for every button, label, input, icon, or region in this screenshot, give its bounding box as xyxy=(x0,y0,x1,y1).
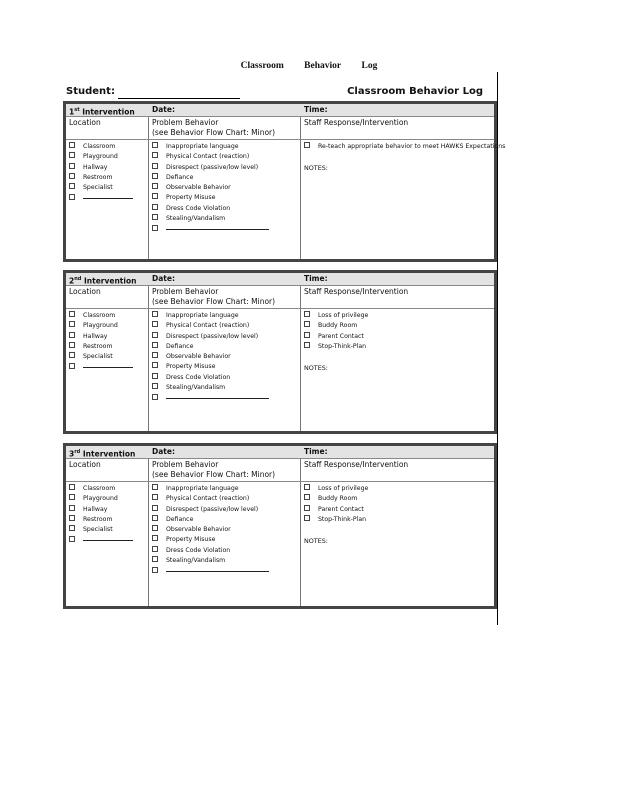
checkbox[interactable] xyxy=(152,152,158,158)
other-blank[interactable] xyxy=(166,393,269,399)
checkbox[interactable] xyxy=(69,311,75,317)
response-item[interactable]: Buddy Room xyxy=(304,494,368,504)
behavior-item[interactable]: Dress Code Violation xyxy=(152,373,269,383)
checkbox[interactable] xyxy=(152,332,158,338)
response-item[interactable]: Stop-Think-Plan xyxy=(304,515,368,525)
checkbox[interactable] xyxy=(152,567,158,573)
checkbox[interactable] xyxy=(152,321,158,327)
checkbox[interactable] xyxy=(69,142,75,148)
behavior-item[interactable]: Stealing/Vandalism xyxy=(152,383,269,393)
intervention-title: 1st Intervention xyxy=(69,107,135,117)
notes-label: NOTES: xyxy=(304,537,328,546)
behavior-item[interactable]: Physical Contact (reaction) xyxy=(152,494,269,504)
location-item[interactable]: Restroom xyxy=(69,342,133,352)
checkbox[interactable] xyxy=(152,193,158,199)
checkbox[interactable] xyxy=(152,362,158,368)
checkbox[interactable] xyxy=(152,494,158,500)
checkbox[interactable] xyxy=(304,515,310,521)
checkbox[interactable] xyxy=(304,505,310,511)
checkbox[interactable] xyxy=(69,494,75,500)
behavior-item[interactable]: Defiance xyxy=(152,173,269,183)
location-item[interactable]: Hallway xyxy=(69,505,133,515)
checkbox[interactable] xyxy=(152,352,158,358)
location-item[interactable]: Restroom xyxy=(69,515,133,525)
checkbox[interactable] xyxy=(69,515,75,521)
staff-response-list xyxy=(304,484,368,546)
behavior-list xyxy=(152,142,269,236)
other-blank[interactable] xyxy=(83,362,133,368)
checkbox[interactable] xyxy=(152,525,158,531)
response-item[interactable]: Buddy Room xyxy=(304,321,368,331)
behavior-list xyxy=(152,484,269,578)
response-item[interactable]: Parent Contact xyxy=(304,332,368,342)
doc-title-word: Behavior xyxy=(304,61,342,71)
location-item[interactable]: Specialist xyxy=(69,525,133,535)
checkbox[interactable] xyxy=(152,173,158,179)
problem-behavior-label: Problem Behavior xyxy=(152,287,219,296)
time-label: Time: xyxy=(304,447,328,456)
intervention-block-3 xyxy=(63,443,497,609)
location-item[interactable]: Playground xyxy=(69,494,133,504)
checkbox[interactable] xyxy=(304,142,310,148)
checkbox[interactable] xyxy=(152,394,158,400)
location-item[interactable]: Specialist xyxy=(69,352,133,362)
notes-label: NOTES: xyxy=(304,364,328,373)
checkbox[interactable] xyxy=(304,332,310,338)
checkbox[interactable] xyxy=(304,321,310,327)
location-other[interactable] xyxy=(69,193,133,204)
location-item[interactable]: Playground xyxy=(69,321,133,331)
header-row xyxy=(66,273,494,286)
checkbox[interactable] xyxy=(69,484,75,490)
behavior-item[interactable]: Observable Behavior xyxy=(152,352,269,362)
checkbox[interactable] xyxy=(152,373,158,379)
checkbox[interactable] xyxy=(152,311,158,317)
behavior-item[interactable]: Stealing/Vandalism xyxy=(152,556,269,566)
response-item[interactable]: Stop-Think-Plan xyxy=(304,342,368,352)
checkbox[interactable] xyxy=(152,214,158,220)
staff-response-list xyxy=(304,142,506,174)
behavior-item[interactable]: Stealing/Vandalism xyxy=(152,214,269,224)
location-item[interactable]: Playground xyxy=(69,152,133,162)
location-list xyxy=(69,142,133,205)
document-title xyxy=(0,61,618,71)
problem-behavior-label: Problem Behavior xyxy=(152,460,219,469)
student-label: Student: xyxy=(66,86,115,97)
location-item[interactable]: Classroom xyxy=(69,484,133,494)
behavior-item[interactable]: Physical Contact (reaction) xyxy=(152,321,269,331)
checkbox[interactable] xyxy=(152,204,158,210)
behavior-list xyxy=(152,311,269,405)
behavior-item[interactable]: Disrespect (passive/low level) xyxy=(152,332,269,342)
student-name-field[interactable] xyxy=(118,98,240,99)
date-label: Date: xyxy=(152,105,175,114)
checkbox[interactable] xyxy=(152,142,158,148)
behavior-item[interactable]: Disrespect (passive/low level) xyxy=(152,505,269,515)
checkbox[interactable] xyxy=(152,535,158,541)
header-row xyxy=(66,446,494,459)
margin-rule xyxy=(497,72,498,625)
checkbox[interactable] xyxy=(69,363,75,369)
behavior-item[interactable]: Dress Code Violation xyxy=(152,204,269,214)
behavior-other[interactable] xyxy=(152,566,269,577)
behavior-item[interactable]: Property Misuse xyxy=(152,193,269,203)
problem-behavior-note: (see Behavior Flow Chart: Minor) xyxy=(152,297,276,306)
log-title: Classroom Behavior Log xyxy=(347,86,483,97)
location-item[interactable]: Hallway xyxy=(69,163,133,173)
checkbox[interactable] xyxy=(152,556,158,562)
response-item[interactable]: Parent Contact xyxy=(304,505,368,515)
behavior-item[interactable]: Physical Contact (reaction) xyxy=(152,152,269,162)
staff-response-label: Staff Response/Intervention xyxy=(304,287,409,296)
checkbox[interactable] xyxy=(69,525,75,531)
behavior-other[interactable] xyxy=(152,393,269,404)
location-label: Location xyxy=(69,460,101,469)
checkbox[interactable] xyxy=(69,352,75,358)
subheader-row xyxy=(66,286,494,309)
behavior-item[interactable]: Dress Code Violation xyxy=(152,546,269,556)
behavior-item[interactable]: Property Misuse xyxy=(152,535,269,545)
staff-response-label: Staff Response/Intervention xyxy=(304,460,409,469)
checkbox[interactable] xyxy=(304,484,310,490)
behavior-item[interactable]: Inappropriate language xyxy=(152,142,269,152)
location-item[interactable]: Classroom xyxy=(69,142,133,152)
location-other[interactable] xyxy=(69,535,133,546)
checkbox[interactable] xyxy=(69,173,75,179)
checkbox[interactable] xyxy=(69,321,75,327)
date-label: Date: xyxy=(152,447,175,456)
behavior-other[interactable] xyxy=(152,224,269,235)
checkbox[interactable] xyxy=(69,505,75,511)
checkbox[interactable] xyxy=(152,546,158,552)
checkbox[interactable] xyxy=(152,505,158,511)
location-item[interactable]: Specialist xyxy=(69,183,133,193)
checkbox[interactable] xyxy=(152,225,158,231)
time-label: Time: xyxy=(304,105,328,114)
behavior-item[interactable]: Defiance xyxy=(152,515,269,525)
checkbox[interactable] xyxy=(152,163,158,169)
location-label: Location xyxy=(69,287,101,296)
behavior-item[interactable]: Defiance xyxy=(152,342,269,352)
staff-response-label: Staff Response/Intervention xyxy=(304,118,409,127)
checkbox[interactable] xyxy=(152,515,158,521)
checkbox[interactable] xyxy=(152,383,158,389)
intervention-title: 2nd Intervention xyxy=(69,276,137,286)
intervention-block-1 xyxy=(63,101,506,262)
location-item[interactable]: Restroom xyxy=(69,173,133,183)
location-other[interactable] xyxy=(69,362,133,373)
problem-behavior-note: (see Behavior Flow Chart: Minor) xyxy=(152,128,276,137)
checkbox[interactable] xyxy=(304,311,310,317)
problem-behavior-label: Problem Behavior xyxy=(152,118,219,127)
staff-response-list xyxy=(304,311,368,373)
checkbox[interactable] xyxy=(69,163,75,169)
location-list xyxy=(69,311,133,374)
checkbox[interactable] xyxy=(152,342,158,348)
response-item[interactable]: Loss of privilege xyxy=(304,311,368,321)
time-label: Time: xyxy=(304,274,328,283)
checkbox[interactable] xyxy=(69,194,75,200)
checkbox[interactable] xyxy=(304,494,310,500)
behavior-item[interactable]: Disrespect (passive/low level) xyxy=(152,163,269,173)
checkbox[interactable] xyxy=(152,484,158,490)
log-header xyxy=(66,86,496,100)
behavior-item[interactable]: Observable Behavior xyxy=(152,183,269,193)
other-blank[interactable] xyxy=(83,535,133,541)
date-label: Date: xyxy=(152,274,175,283)
checkbox[interactable] xyxy=(69,332,75,338)
other-blank[interactable] xyxy=(83,193,133,199)
intervention-block-2 xyxy=(63,270,497,434)
location-label: Location xyxy=(69,118,101,127)
checkbox[interactable] xyxy=(69,342,75,348)
checkbox[interactable] xyxy=(69,536,75,542)
behavior-item[interactable]: Property Misuse xyxy=(152,362,269,372)
checkbox[interactable] xyxy=(152,183,158,189)
other-blank[interactable] xyxy=(166,566,269,572)
intervention-title: 3rd Intervention xyxy=(69,449,136,459)
response-item[interactable]: Loss of privilege xyxy=(304,484,368,494)
doc-title-word: Classroom xyxy=(240,61,284,71)
behavior-item[interactable]: Observable Behavior xyxy=(152,525,269,535)
checkbox[interactable] xyxy=(304,342,310,348)
checkbox[interactable] xyxy=(69,183,75,189)
problem-behavior-note: (see Behavior Flow Chart: Minor) xyxy=(152,470,276,479)
notes-label: NOTES: xyxy=(304,164,328,173)
doc-title-word: Log xyxy=(361,61,378,71)
header-row xyxy=(66,104,494,117)
location-item[interactable]: Classroom xyxy=(69,311,133,321)
location-item[interactable]: Hallway xyxy=(69,332,133,342)
location-list xyxy=(69,484,133,547)
other-blank[interactable] xyxy=(166,224,269,230)
response-item[interactable]: Re-teach appropriate behavior to meet HAWKS Expectations xyxy=(304,142,473,152)
behavior-item[interactable]: Inappropriate language xyxy=(152,311,269,321)
checkbox[interactable] xyxy=(69,152,75,158)
subheader-row xyxy=(66,117,494,140)
subheader-row xyxy=(66,459,494,482)
behavior-item[interactable]: Inappropriate language xyxy=(152,484,269,494)
